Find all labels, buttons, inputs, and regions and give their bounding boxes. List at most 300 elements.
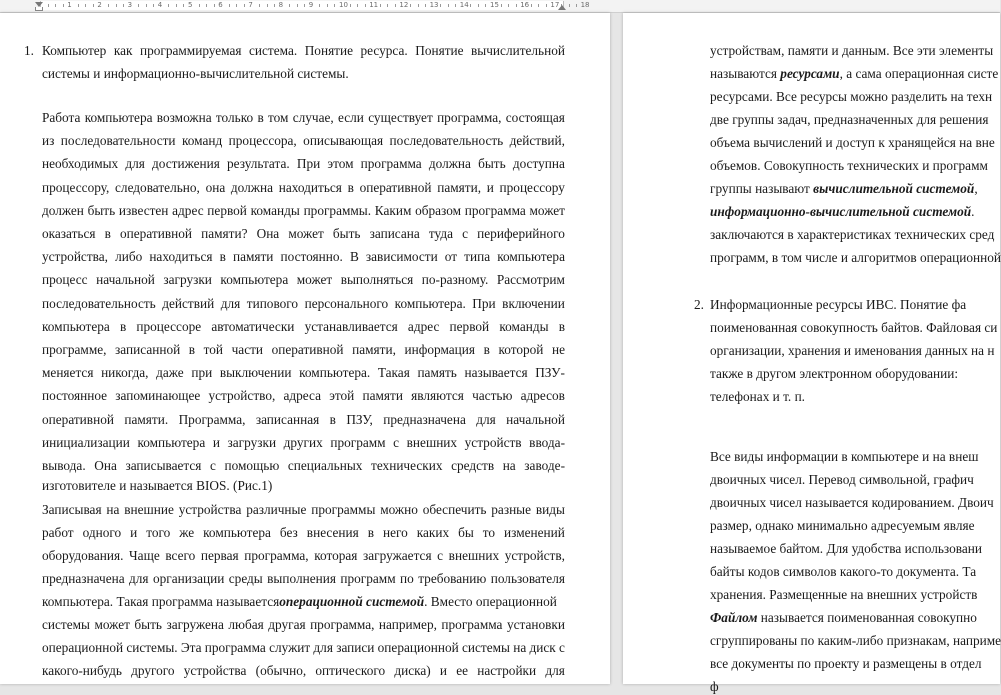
word: устройств, bbox=[504, 548, 565, 563]
word: частью bbox=[472, 388, 513, 404]
ruler-tick bbox=[153, 4, 154, 7]
word: процессору bbox=[499, 179, 565, 195]
document-page-left[interactable] bbox=[0, 13, 610, 684]
word: Компьютер bbox=[42, 43, 107, 58]
word: первой bbox=[207, 202, 247, 218]
word: программы. bbox=[303, 202, 372, 218]
paragraph-line: размер, однако минимально адресуемым являе bbox=[710, 518, 975, 533]
heading-line: также в другом электронном оборудовании: bbox=[710, 366, 959, 381]
word: внесения bbox=[306, 525, 359, 540]
word: памяти bbox=[232, 249, 274, 265]
ruler-tick bbox=[297, 4, 298, 7]
word: виды bbox=[535, 502, 565, 517]
word: по bbox=[400, 571, 414, 586]
word: быть bbox=[332, 226, 361, 241]
word: записана bbox=[369, 226, 420, 241]
horizontal-ruler[interactable] bbox=[0, 0, 1000, 13]
ruler-number: 14 bbox=[459, 1, 469, 9]
paragraph-line bbox=[42, 296, 565, 312]
word: в bbox=[219, 249, 226, 265]
ruler-number: 3 bbox=[127, 1, 133, 9]
word: в bbox=[558, 318, 565, 334]
word: процессоре bbox=[136, 318, 202, 334]
paragraph-line bbox=[42, 435, 565, 451]
left-indent-marker[interactable] bbox=[35, 7, 43, 11]
word: для bbox=[545, 663, 565, 678]
word: требованию bbox=[418, 571, 487, 586]
ruler-numbers bbox=[0, 0, 600, 12]
heading-line: поименованная совокупность байтов. Файловая си bbox=[710, 320, 998, 335]
word: записывается bbox=[125, 458, 202, 473]
word: адреса bbox=[283, 388, 321, 404]
word: необходимых bbox=[42, 156, 119, 172]
word: пользователя bbox=[490, 571, 565, 586]
word: помощью bbox=[224, 458, 280, 473]
word: компьютера bbox=[203, 525, 271, 540]
word: той bbox=[203, 342, 224, 357]
word: записанной bbox=[115, 342, 181, 357]
word: системы bbox=[461, 640, 510, 655]
word: специальных bbox=[287, 458, 363, 473]
word: же bbox=[179, 525, 195, 540]
word: обеспечить bbox=[422, 502, 487, 517]
word: туда bbox=[428, 226, 454, 241]
ruler-number: 13 bbox=[429, 1, 439, 9]
ruler-number: 4 bbox=[157, 1, 163, 9]
word: Чаще bbox=[129, 548, 160, 563]
paragraph-line: группы называют вычислительной системой, bbox=[710, 181, 978, 196]
ruler-tick bbox=[78, 4, 79, 7]
word: образом bbox=[415, 202, 462, 218]
ruler-tick bbox=[380, 4, 381, 7]
word: система. bbox=[249, 43, 298, 58]
word: выполнения bbox=[267, 571, 336, 586]
word: Рассмотрим bbox=[496, 272, 565, 288]
ruler-number: 8 bbox=[278, 1, 284, 9]
word: с bbox=[393, 434, 400, 450]
word: любая bbox=[228, 617, 264, 632]
paragraph-line: все документы по проекту и размещены в отдел bbox=[710, 656, 982, 671]
word: загрузки bbox=[163, 272, 212, 288]
word: информация bbox=[404, 342, 476, 357]
word: технических bbox=[371, 458, 443, 473]
word: процессора, bbox=[228, 133, 297, 149]
word: записанная bbox=[255, 411, 320, 427]
word: вычислительной bbox=[471, 43, 565, 58]
ruler-tick bbox=[508, 4, 509, 7]
word: можно bbox=[380, 502, 418, 517]
word: того bbox=[146, 525, 171, 540]
word: том bbox=[268, 110, 289, 125]
ruler-number: 9 bbox=[308, 1, 314, 9]
word: даже bbox=[156, 365, 184, 381]
word: процесс bbox=[42, 272, 88, 288]
word: устройства, bbox=[42, 249, 108, 265]
word: описывающая bbox=[303, 133, 384, 149]
text-run: компьютера. Такая программа называетсяоперационной системой. Вместо операционной bbox=[42, 594, 557, 609]
word: с bbox=[209, 458, 216, 473]
word: типового bbox=[246, 295, 299, 311]
word: устанавливается bbox=[304, 318, 398, 334]
word: являются bbox=[411, 388, 464, 404]
word: которой bbox=[498, 342, 544, 357]
paragraph-line: называемое байтом. Для удобства использовани bbox=[710, 541, 982, 556]
ruler-tick bbox=[274, 4, 275, 7]
word: возможна bbox=[156, 110, 212, 125]
ruler-tick bbox=[176, 4, 177, 7]
word: запоминающее bbox=[115, 388, 201, 404]
word: оперативной bbox=[120, 226, 192, 241]
paragraph-line: двоичных чисел называется кодированием. Двоич bbox=[710, 495, 994, 510]
ruler-tick bbox=[63, 4, 64, 7]
word: постоянное bbox=[42, 388, 108, 404]
paragraph-line bbox=[42, 319, 565, 335]
ruler-tick bbox=[138, 4, 139, 7]
ruler-tick bbox=[334, 4, 335, 7]
word: для bbox=[220, 295, 241, 311]
word: по-разному. bbox=[421, 272, 489, 288]
paragraph-line bbox=[42, 249, 565, 265]
word: которая bbox=[314, 548, 358, 563]
ruler-tick bbox=[55, 4, 56, 7]
word: организации bbox=[152, 571, 225, 586]
ruler-number: 17 bbox=[550, 1, 560, 9]
word: него bbox=[382, 525, 408, 540]
word: разные bbox=[491, 502, 532, 517]
paragraph-line bbox=[42, 180, 565, 196]
ruler-tick bbox=[350, 4, 351, 7]
ruler-tick bbox=[501, 4, 502, 7]
ruler-tick bbox=[85, 4, 86, 7]
ruler-number: 15 bbox=[490, 1, 499, 9]
ruler-tick bbox=[387, 4, 388, 7]
ruler-tick bbox=[244, 4, 245, 7]
word: Она bbox=[256, 226, 280, 241]
word: и bbox=[130, 525, 138, 540]
paragraph-line: ф bbox=[710, 679, 719, 694]
word: следовательно, bbox=[115, 179, 200, 195]
word: вывода. bbox=[42, 458, 86, 473]
ruler-tick bbox=[448, 4, 449, 7]
word: на bbox=[513, 640, 527, 655]
word: находиться bbox=[149, 249, 213, 265]
ruler-tick bbox=[206, 4, 207, 7]
word: от bbox=[444, 249, 458, 265]
word: программ bbox=[330, 434, 386, 450]
word: если bbox=[338, 110, 364, 125]
paragraph-line bbox=[42, 342, 565, 358]
paragraph-line bbox=[42, 525, 565, 541]
heading-number: 1. bbox=[24, 43, 34, 58]
word: ее bbox=[456, 663, 469, 678]
ruler-tick bbox=[440, 4, 441, 7]
word: компьютера bbox=[137, 434, 206, 450]
word: Она bbox=[94, 458, 117, 473]
word: программа, bbox=[437, 110, 502, 125]
word: первой bbox=[449, 318, 490, 334]
word: компьютера. bbox=[299, 365, 371, 381]
word: загружается bbox=[363, 548, 432, 563]
paragraph-line bbox=[42, 272, 565, 288]
ruler-number: 6 bbox=[218, 1, 223, 9]
word: может bbox=[94, 617, 130, 632]
word: программа bbox=[464, 202, 526, 218]
word: действий bbox=[162, 295, 215, 311]
word: диска) bbox=[394, 663, 431, 678]
paragraph-line: две группы задач, предназначенных для решения bbox=[710, 112, 989, 127]
word: операционной bbox=[42, 640, 124, 655]
word: памяти. bbox=[124, 411, 169, 427]
word: инициализации bbox=[42, 434, 130, 450]
ruler-number: 12 bbox=[399, 1, 409, 9]
word: ПЗУ, bbox=[346, 411, 373, 427]
ruler-tick bbox=[569, 4, 570, 7]
right-indent-marker[interactable] bbox=[558, 5, 566, 10]
word: например, bbox=[378, 617, 437, 632]
word: заводе- bbox=[524, 458, 565, 473]
word: компьютера bbox=[42, 318, 110, 334]
ruler-tick bbox=[48, 4, 49, 7]
paragraph-line bbox=[42, 365, 565, 381]
paragraph-line bbox=[42, 156, 565, 172]
word: Понятие bbox=[304, 43, 354, 58]
word: памяти, bbox=[437, 179, 482, 195]
word: последовательности bbox=[60, 133, 176, 149]
word: типа bbox=[464, 249, 491, 265]
heading-line bbox=[42, 43, 565, 59]
ruler-tick bbox=[108, 4, 109, 7]
emphasis-term: ресурсами bbox=[780, 66, 840, 81]
word: в bbox=[188, 342, 196, 357]
word: этом bbox=[327, 156, 354, 172]
ruler-tick bbox=[357, 4, 358, 7]
word: При bbox=[472, 295, 496, 311]
ruler-tick bbox=[418, 4, 419, 7]
word: в bbox=[483, 342, 490, 357]
paragraph-line bbox=[42, 110, 565, 126]
word: памяти? bbox=[201, 226, 248, 241]
ruler-tick bbox=[183, 4, 184, 7]
word: оперативной bbox=[271, 342, 344, 357]
ruler-number: 2 bbox=[97, 1, 102, 9]
word: компьютера bbox=[220, 272, 289, 288]
ruler-tick bbox=[236, 4, 237, 7]
heading-line: системы и информационно-вычислительной системы. bbox=[42, 66, 349, 81]
word: включении bbox=[502, 295, 565, 311]
word: внешние bbox=[124, 502, 174, 517]
word: периферийного bbox=[477, 226, 565, 241]
ruler-tick bbox=[395, 4, 396, 7]
word: команд bbox=[181, 133, 223, 149]
word: части bbox=[231, 342, 264, 357]
word: быть bbox=[478, 156, 506, 172]
word: среды bbox=[228, 571, 263, 586]
word: внешних bbox=[406, 434, 458, 450]
word: памяти, bbox=[352, 342, 396, 357]
ruler-number: 7 bbox=[248, 1, 253, 9]
word: процессору, bbox=[42, 179, 110, 195]
paragraph-line bbox=[42, 571, 565, 587]
paragraph-line bbox=[42, 548, 565, 564]
word: и bbox=[212, 434, 220, 450]
heading-number: 2. bbox=[694, 297, 704, 312]
paragraph-line bbox=[42, 412, 565, 428]
ruler-tick bbox=[576, 4, 577, 7]
word: компьютера bbox=[84, 110, 153, 125]
word: постоянно. bbox=[280, 249, 343, 265]
word: должен bbox=[42, 202, 84, 218]
paragraph-line: объема вычислений и доступ к хранящейся на вне bbox=[710, 135, 995, 150]
word: адрес bbox=[172, 202, 204, 218]
word: последовательность bbox=[42, 295, 156, 311]
word: либо bbox=[115, 249, 143, 265]
paragraph-line bbox=[42, 617, 565, 633]
paragraph-line: ресурсами. Все ресурсы можно разделить на техн bbox=[710, 89, 993, 104]
word: Работа bbox=[42, 110, 81, 125]
word: для bbox=[476, 411, 496, 427]
ruler-number: 11 bbox=[369, 1, 379, 9]
word: может bbox=[529, 202, 565, 218]
ruler-tick bbox=[146, 4, 147, 7]
word: всего bbox=[165, 548, 196, 563]
word: предназначена bbox=[383, 411, 466, 427]
word: (обычно, bbox=[255, 663, 307, 678]
ruler-tick bbox=[199, 4, 200, 7]
ruler-tick bbox=[478, 4, 479, 7]
word: компьютера. bbox=[394, 295, 466, 311]
word: программа bbox=[204, 640, 266, 655]
word: загружена bbox=[166, 617, 224, 632]
word: команды bbox=[250, 202, 300, 218]
word: другого bbox=[131, 663, 175, 678]
ruler-tick bbox=[116, 4, 117, 7]
ruler-tick bbox=[546, 4, 547, 7]
word: начальной bbox=[506, 411, 565, 427]
word: системы bbox=[42, 617, 90, 632]
word: быть bbox=[134, 617, 162, 632]
word: установки bbox=[506, 617, 565, 632]
word: состоящая bbox=[505, 110, 565, 125]
word: известен bbox=[118, 202, 169, 218]
word: память bbox=[417, 365, 457, 381]
word: действий, bbox=[509, 133, 565, 149]
word: находиться bbox=[278, 179, 342, 195]
emphasis-term: вычислительной системой bbox=[813, 181, 975, 196]
word: может bbox=[296, 272, 333, 288]
word: оказаться bbox=[42, 226, 96, 241]
paragraph-line: сгруппированы по каким-либо признакам, наприме bbox=[710, 633, 1001, 648]
ruler-tick bbox=[289, 4, 290, 7]
ruler-tick bbox=[410, 4, 411, 7]
word: для bbox=[313, 640, 333, 655]
word: выполняться bbox=[340, 272, 414, 288]
word: первая bbox=[200, 548, 239, 563]
word: начальной bbox=[96, 272, 155, 288]
word: существует bbox=[368, 110, 433, 125]
paragraph-line: программ, в том числе и алгоритмов операционной bbox=[710, 250, 1001, 265]
word: устройств bbox=[464, 434, 522, 450]
word: называется bbox=[464, 365, 528, 381]
word: случае, bbox=[292, 110, 334, 125]
word: выключении bbox=[219, 365, 292, 381]
ruler-tick bbox=[485, 4, 486, 7]
ruler-tick bbox=[319, 4, 320, 7]
word: ПЗУ- bbox=[535, 365, 565, 381]
word: должна bbox=[428, 156, 471, 172]
word: на bbox=[502, 458, 516, 473]
ruler-tick bbox=[304, 4, 305, 7]
word: в bbox=[104, 226, 111, 241]
word: команды bbox=[499, 318, 549, 334]
word: оборудования. bbox=[42, 548, 124, 563]
word: служит bbox=[269, 640, 311, 655]
word: программе, bbox=[42, 342, 107, 357]
ruler-tick bbox=[538, 4, 539, 7]
word: без bbox=[279, 525, 298, 540]
word: как bbox=[113, 43, 133, 58]
word: в bbox=[257, 110, 264, 125]
word: никогда, bbox=[101, 365, 149, 381]
word: автоматически bbox=[211, 318, 295, 334]
ruler-tick bbox=[93, 4, 94, 7]
word: этой bbox=[329, 388, 355, 404]
word: средств bbox=[451, 458, 495, 473]
word: в bbox=[119, 318, 127, 334]
word: устройства bbox=[178, 502, 242, 517]
paragraph-line: двоичных чисел. Перевод символьной, графич bbox=[710, 472, 974, 487]
word: с bbox=[437, 548, 444, 563]
paragraph-line: хранения. Размещенные на внешних устройств bbox=[710, 587, 978, 602]
paragraph-line bbox=[42, 133, 565, 149]
word: записи bbox=[336, 640, 375, 655]
paragraph-line bbox=[42, 594, 565, 610]
word: предназначена bbox=[42, 571, 125, 586]
word: какого-нибудь bbox=[42, 663, 122, 678]
ruler-number: 18 bbox=[580, 1, 590, 9]
word: и bbox=[439, 663, 448, 678]
emphasis-term: операционной системой bbox=[279, 594, 425, 609]
paragraph-line bbox=[42, 388, 565, 404]
word: загрузки bbox=[227, 434, 277, 450]
word: в bbox=[347, 179, 354, 195]
word: ввода- bbox=[529, 434, 565, 450]
word: с bbox=[462, 226, 469, 241]
word: и bbox=[486, 179, 494, 195]
heading-line: Информационные ресурсы ИВС. Понятие фа bbox=[710, 297, 967, 312]
paragraph-line: Файлом называется поименованная совокупно bbox=[710, 610, 977, 625]
word: она bbox=[205, 179, 226, 195]
word: Эта bbox=[180, 640, 202, 655]
ruler-number: 10 bbox=[339, 1, 348, 9]
document-page-right[interactable] bbox=[623, 13, 1001, 694]
word: других bbox=[283, 434, 323, 450]
paragraph-line: байты кодов символов какого-то документа. Та bbox=[710, 564, 977, 579]
word: должна bbox=[230, 179, 274, 195]
word: работ bbox=[42, 525, 74, 540]
ruler-tick bbox=[168, 4, 169, 7]
paragraph-line bbox=[42, 640, 565, 656]
ruler-tick bbox=[470, 4, 471, 7]
word: результата. bbox=[227, 156, 290, 172]
ruler-tick bbox=[123, 4, 124, 7]
heading-line: телефонах и т. п. bbox=[710, 389, 806, 404]
paragraph-line bbox=[42, 458, 565, 474]
word: каких bbox=[416, 525, 450, 540]
word: только bbox=[215, 110, 254, 125]
word: Записывая bbox=[42, 502, 102, 517]
word: в bbox=[367, 525, 374, 540]
word: зависимости bbox=[365, 249, 438, 265]
